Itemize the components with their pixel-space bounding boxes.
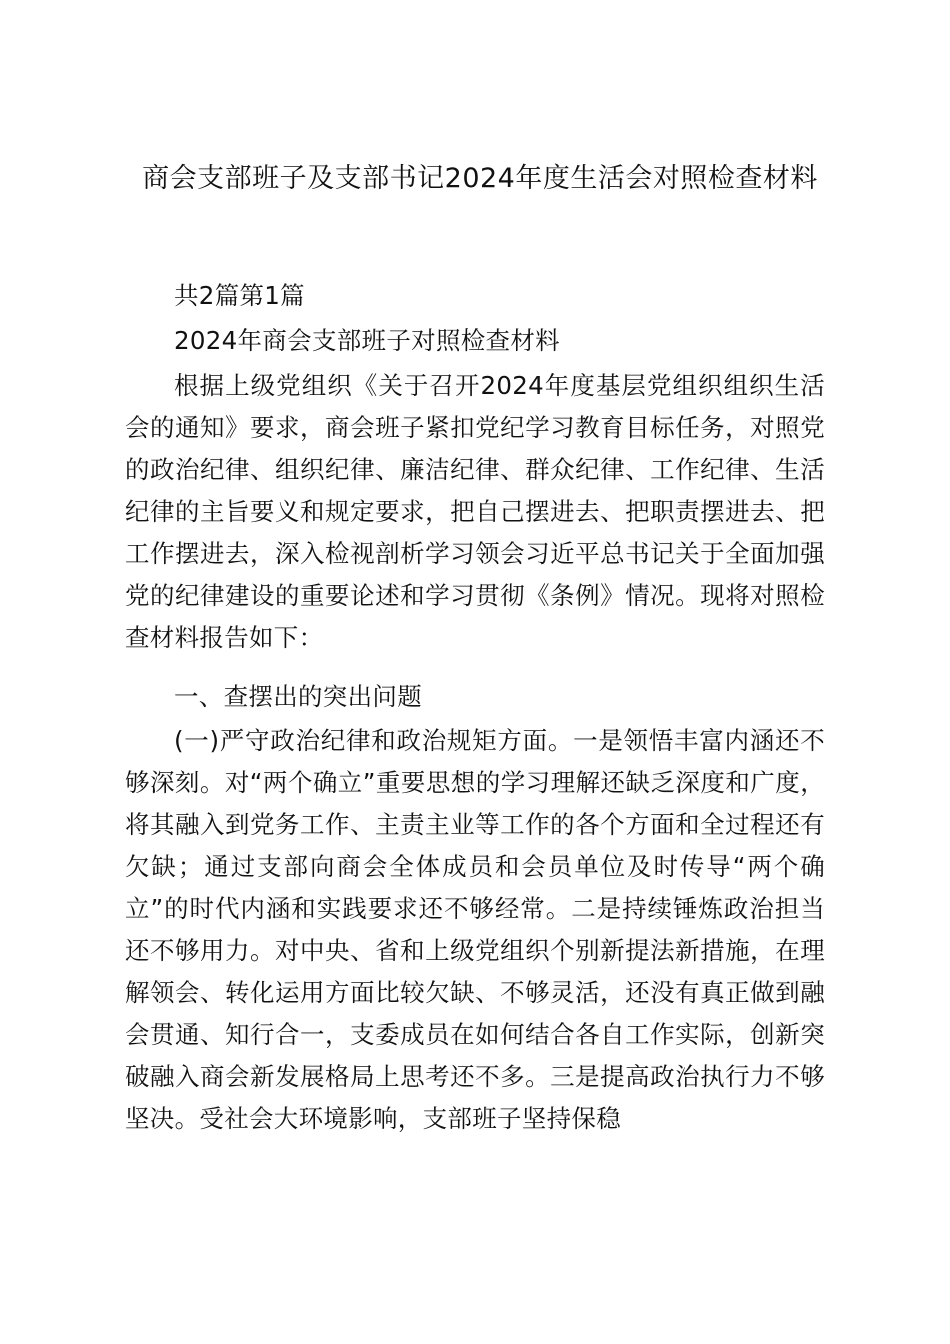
intro-paragraph: 根据上级党组织《关于召开2024年度基层党组织组织生活会的通知》要求，商会班子紧扣党纪学习教育目标任务，对照党的政治纪律、组织纪律、廉洁纪律、群众纪律、工作纪律、生活纪律的主旨要义和规定要求，把自己摆进去、把职责摆进去、把工作摆进去，深入检视剖析学习领会习近平总书记关于全面加强党的纪律建设的重要论述和学习贯彻《条例》情况。现将对照检查材料报告如下： bbox=[125, 371, 825, 652]
section-heading: 一、查摆出的突出问题 bbox=[174, 682, 422, 711]
piece-count: 共2篇第1篇 bbox=[174, 281, 305, 310]
document-title: 商会支部班子及支部书记2024年度生活会对照检查材料 bbox=[142, 163, 818, 194]
section-body-paragraph: (一)严守政治纪律和政治规矩方面。一是领悟丰富内涵还不够深刻。对“两个确立”重要思想的学习理解还缺乏深度和广度，将其融入到党务工作、主责主业等工作的各个方面和全过程还有欠缺；通过支部向商会全体成员和会员单位及时传导“两个确立”的时代内涵和实践要求还不够经常。二是持续锤炼政治担当还不够用力。对中央、省和上级党组织个别新提法新措施，在理解领会、转化运用方面比较欠缺、不够灵活，还没有真正做到融会贯通、知行合一，支委成员在如何结合各自工作实际，创新突破融入商会新发展格局上思考还不多。三是提高政治执行力不够坚决。受社会大环境影响，支部班子坚持保稳 bbox=[125, 726, 825, 1133]
document-subtitle: 2024年商会支部班子对照检查材料 bbox=[174, 326, 560, 355]
